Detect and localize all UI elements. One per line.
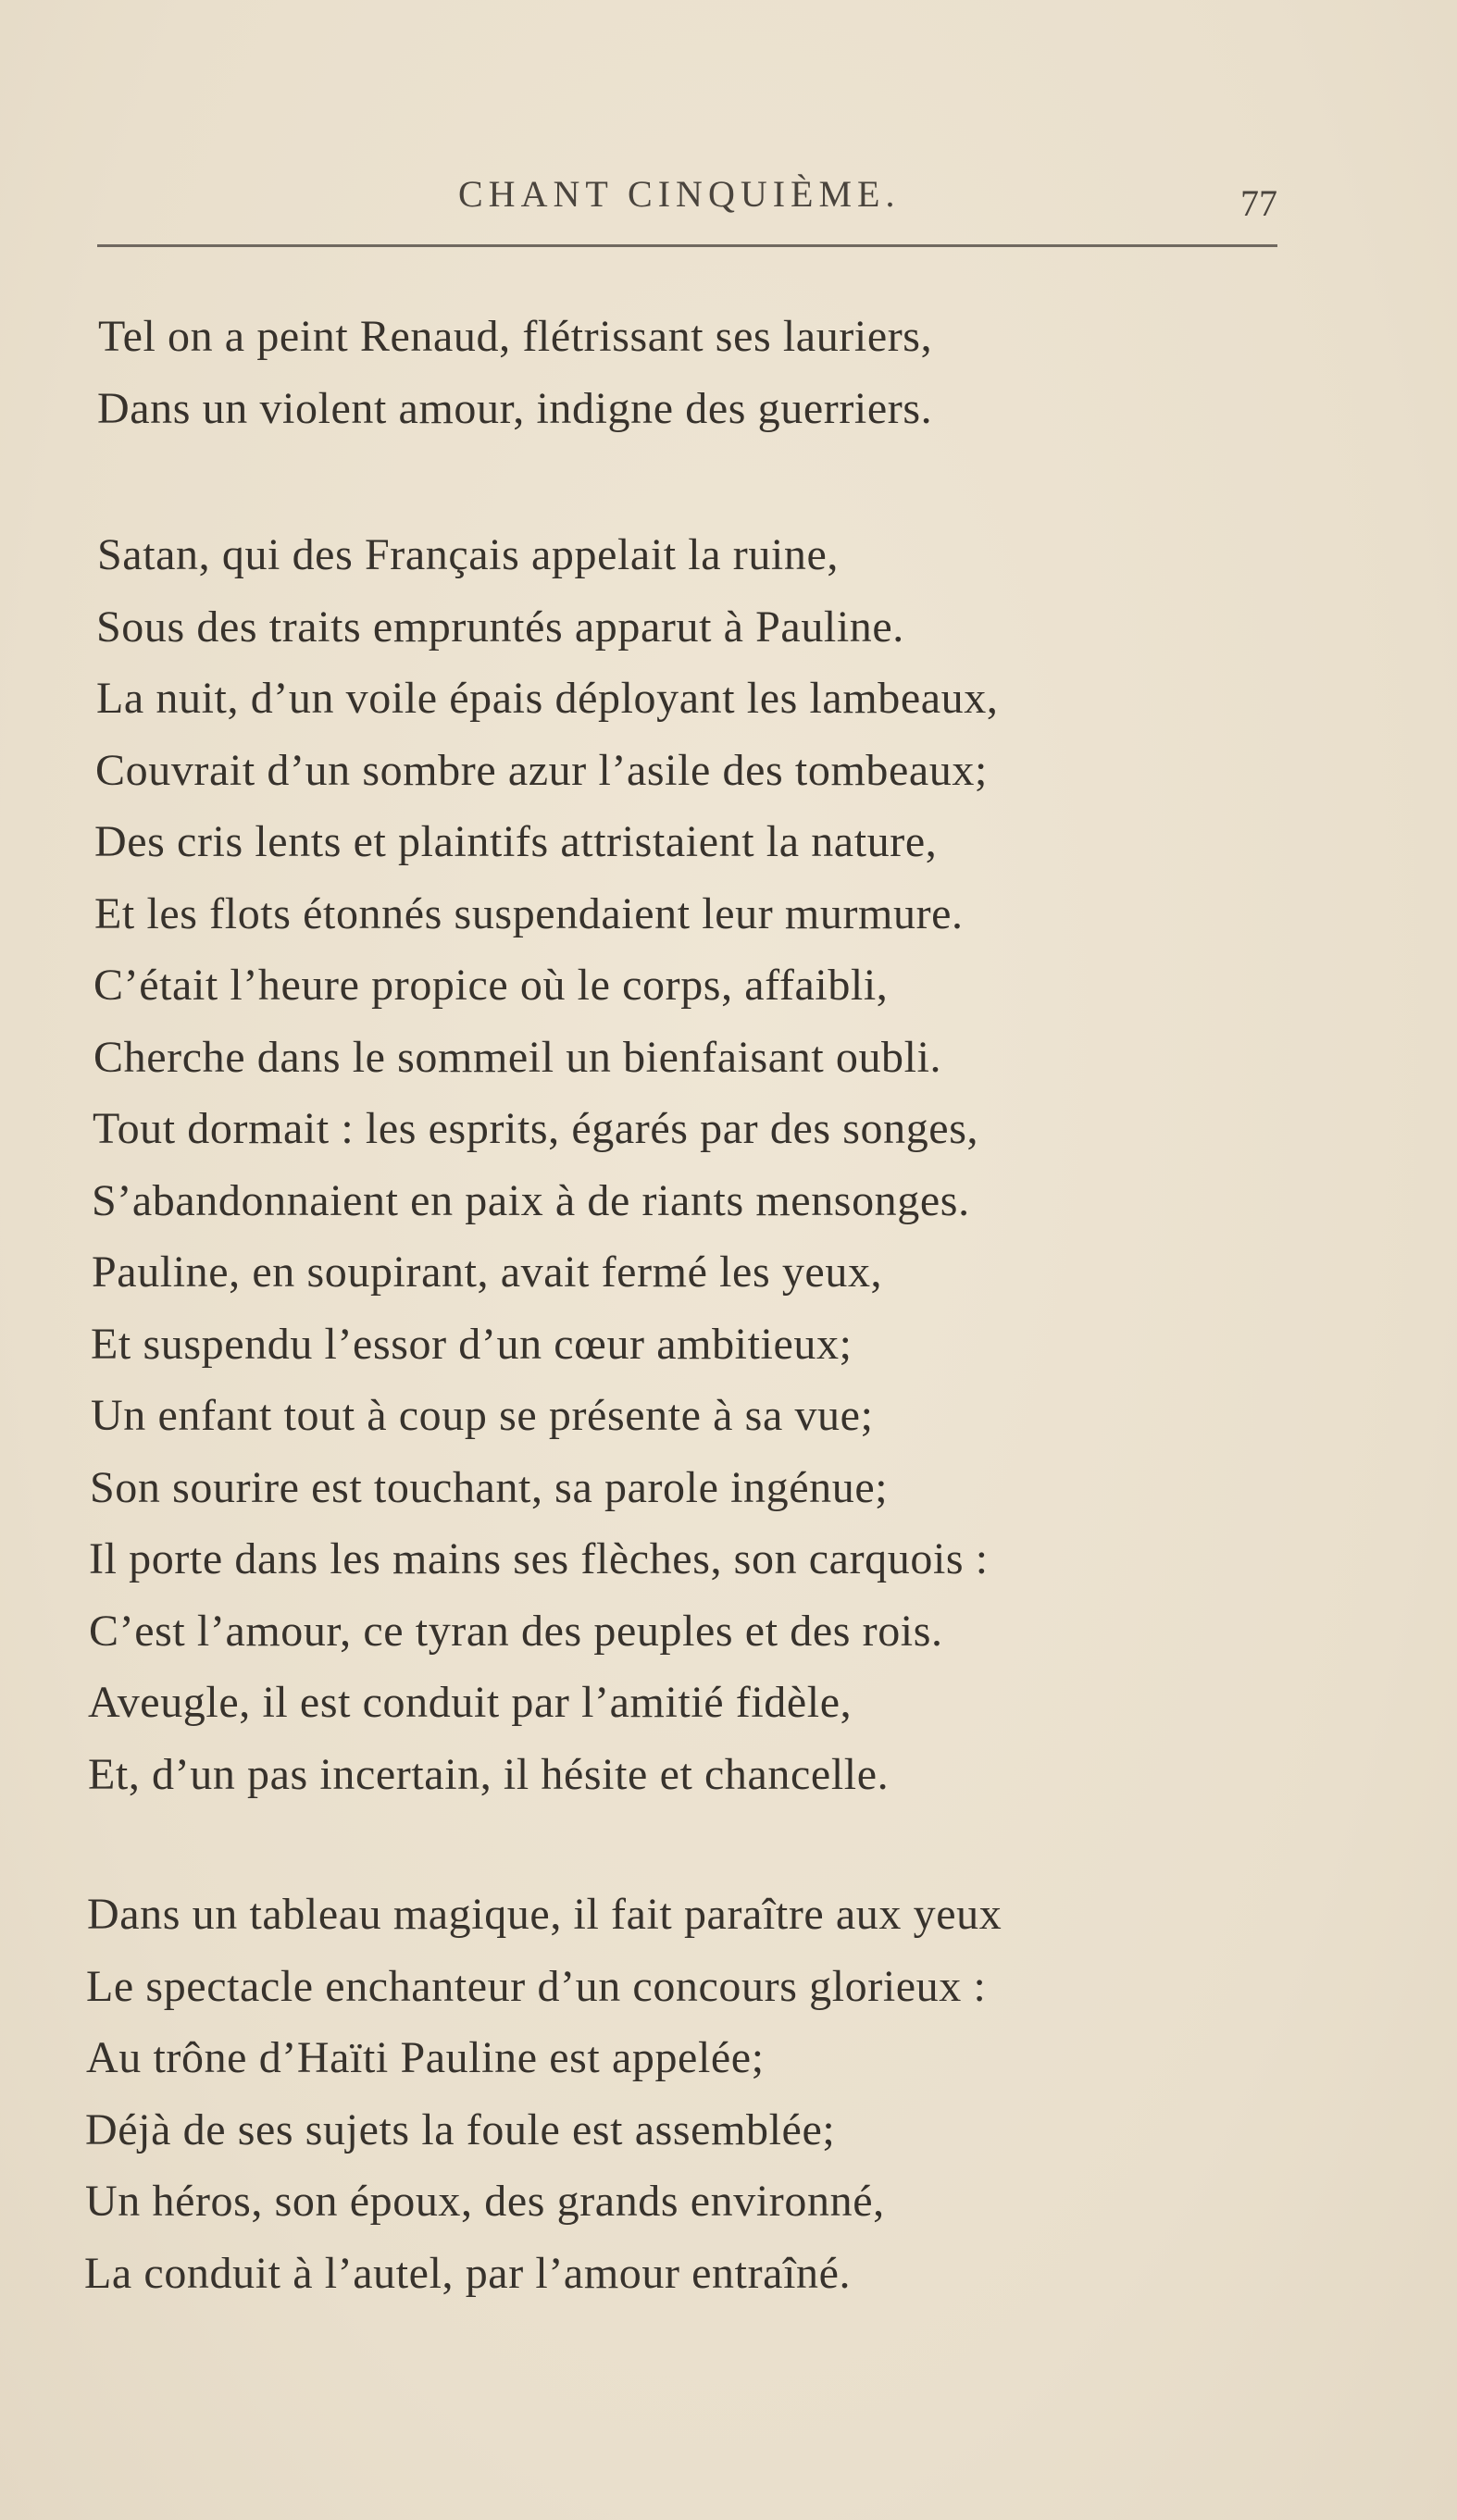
page-number: 77 — [1240, 182, 1277, 224]
verse-line: S’abandonnaient en paix à de riants mensonges. — [92, 1175, 970, 1225]
verse-line: C’était l’heure propice où le corps, affaibli, — [93, 961, 889, 1010]
verse-line: Dans un violent amour, indigne des guerriers. — [97, 383, 933, 433]
verse-line: Cherche dans le sommeil un bienfaisant oubli. — [93, 1032, 942, 1082]
verse-line: Tout dormait : les esprits, égarés par des songes, — [93, 1104, 979, 1153]
verse-line: Tel on a peint Renaud, flétrissant ses lauriers, — [98, 312, 933, 361]
verse-line: Le spectacle enchanteur d’un concours glorieux : — [86, 1961, 987, 2011]
verse-line: Et, d’un pas incertain, il hésite et chancelle. — [88, 1749, 890, 1799]
verse-line: Sous des traits empruntés apparut à Pauline. — [96, 602, 904, 652]
verse-line: Pauline, en soupirant, avait fermé les yeux, — [92, 1248, 883, 1297]
verse-line: La conduit à l’autel, par l’amour entraîné. — [84, 2248, 852, 2298]
running-head: CHANT CINQUIÈME. — [458, 173, 901, 215]
verse-line: Dans un tableau magique, il fait paraître aux yeux — [87, 1890, 1002, 1939]
verse-line: Il porte dans les mains ses flèches, son carquois : — [89, 1534, 989, 1583]
verse-line: La nuit, d’un voile épais déployant les lambeaux, — [96, 674, 999, 723]
verse-line: Des cris lents et plaintifs attristaient la nature, — [94, 817, 938, 866]
verse-line: Son sourire est touchant, sa parole ingénue; — [90, 1462, 889, 1512]
verse-line: Un enfant tout à coup se présente à sa vue; — [91, 1391, 874, 1440]
verse-line: Aveugle, il est conduit par l’amitié fidèle, — [88, 1678, 853, 1727]
verse-line: Satan, qui des Français appelait la ruine, — [97, 530, 839, 579]
verse-line: Déjà de ses sujets la foule est assemblée; — [85, 2104, 836, 2154]
header-rule — [97, 244, 1277, 247]
verse-line: Et suspendu l’essor d’un cœur ambitieux; — [91, 1319, 853, 1369]
verse-line: Et les flots étonnés suspendaient leur murmure. — [94, 888, 964, 938]
verse-line: Un héros, son époux, des grands environné, — [85, 2177, 885, 2226]
verse-line: Au trône d’Haïti Pauline est appelée; — [86, 2033, 765, 2082]
verse-line: Couvrait d’un sombre azur l’asile des tombeaux; — [95, 745, 988, 795]
verse-line: C’est l’amour, ce tyran des peuples et des rois. — [89, 1606, 943, 1656]
